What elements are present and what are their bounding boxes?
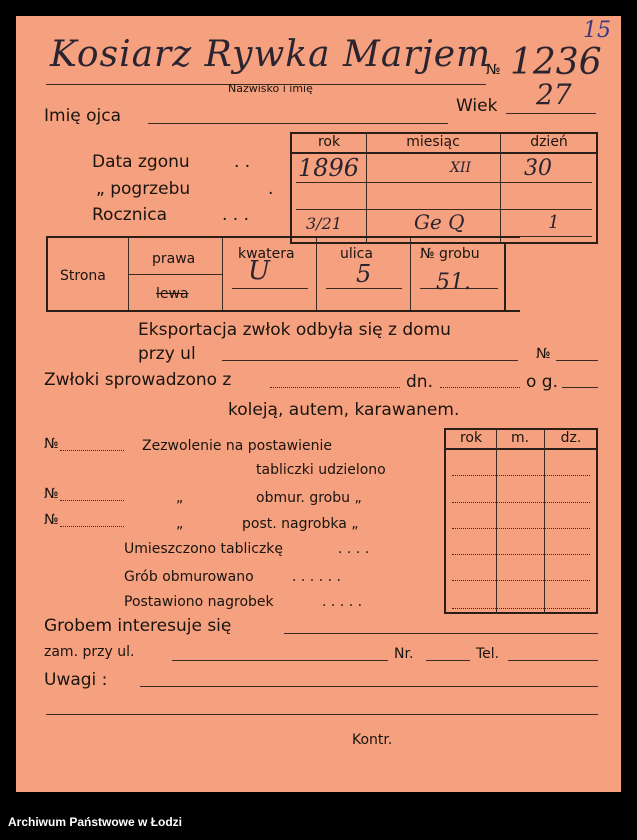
- grob-label: № grobu: [420, 246, 480, 262]
- tombstone-label: Postawiono nagrobek: [124, 594, 274, 610]
- location-divider: [410, 238, 411, 310]
- export-no-line: [556, 360, 598, 361]
- number-prefix: №: [486, 62, 501, 78]
- transport-og-line: [562, 387, 598, 388]
- ulica-line: [326, 288, 402, 289]
- transport-dn-label: dn.: [406, 372, 433, 392]
- ulica-value: 5: [356, 260, 372, 288]
- permit-no-3-line: [60, 526, 124, 527]
- dates-row-line: [296, 182, 592, 183]
- permit-no-3: №: [44, 512, 59, 528]
- export-line: Eksportacja zwłok odbyła się z domu: [138, 320, 451, 340]
- permits-row-line: [452, 528, 590, 529]
- permits-header-rule: [444, 448, 598, 450]
- kwatera-label: kwatera: [238, 246, 295, 262]
- permit-row1-a: Zezwolenie na postawienie: [142, 438, 332, 454]
- age-label: Wiek: [456, 96, 498, 116]
- permit-no-2-line: [60, 500, 124, 501]
- address-line: [172, 660, 388, 661]
- permit-no-1-line: [60, 450, 124, 451]
- record-card: [16, 16, 621, 792]
- address-tel-line: [508, 660, 598, 661]
- permit-no-2: №: [44, 486, 59, 502]
- col-header-day: dzień: [530, 134, 568, 150]
- placed-plaque-label: Umieszczono tabliczkę: [124, 541, 284, 557]
- interested-label: Grobem interesuje się: [44, 616, 232, 636]
- ulica-label: ulica: [340, 246, 373, 262]
- anniversary-month: Ge Q: [414, 210, 465, 234]
- grave-walled-label: Grób obmurowano: [124, 569, 254, 585]
- notes-label: Uwagi :: [44, 670, 108, 690]
- archive-footer: Archiwum Państwowe w Łodzi: [8, 815, 183, 829]
- prawa-label: prawa: [152, 251, 196, 267]
- notes-line: [46, 714, 598, 715]
- grob-value: 51.: [436, 270, 471, 295]
- transport-label: Zwłoki sprowadzono z: [44, 370, 232, 390]
- permits-row-line: [452, 580, 590, 581]
- anniversary-dots: . . .: [222, 205, 250, 225]
- name-handwritten: Kosiarz Rywka Marjem: [50, 34, 492, 75]
- interested-line: [284, 633, 598, 634]
- permits-header-day: dz.: [560, 430, 582, 446]
- lewa-label: lewa: [156, 286, 189, 302]
- permit-no-1: №: [44, 436, 59, 452]
- grave-walled-dots: . . . . . .: [292, 569, 341, 585]
- location-right-edge: [504, 244, 506, 312]
- number-handwritten: 1236: [510, 42, 602, 83]
- father-label: Imię ojca: [44, 106, 122, 126]
- address-nr-label: Nr.: [394, 646, 414, 662]
- transport-og-label: o g.: [526, 372, 558, 392]
- permit-row2-quote: „: [176, 490, 184, 506]
- death-date-label: Data zgonu: [92, 152, 190, 172]
- death-date-dots: . .: [234, 152, 251, 172]
- tombstone-dots: . . . . .: [322, 594, 363, 610]
- permits-row-line: [452, 608, 590, 609]
- permit-row3: post. nagrobka „: [242, 516, 359, 532]
- kontr-label: Kontr.: [352, 732, 393, 748]
- corner-handwritten: 15: [583, 18, 611, 43]
- address-tel-label: Tel.: [476, 646, 500, 662]
- age-line: [506, 113, 596, 114]
- export-street-line: [222, 360, 518, 361]
- placed-plaque-dots: . . . .: [338, 541, 370, 557]
- father-line: [148, 123, 448, 124]
- anniversary-label: Rocznica: [92, 205, 167, 225]
- location-divider: [222, 238, 223, 310]
- death-year: 1896: [298, 154, 360, 182]
- export-street-label: przy ul: [138, 344, 196, 364]
- permits-col-divider: [496, 428, 497, 614]
- death-month: XII: [450, 160, 472, 176]
- age-value: 27: [536, 78, 572, 111]
- col-header-year: rok: [317, 134, 341, 150]
- permit-row1-b: tabliczki udzielono: [256, 462, 386, 478]
- burial-date-dots: .: [268, 179, 274, 199]
- permits-header-month: m.: [510, 430, 530, 446]
- col-header-month: miesiąc: [406, 134, 460, 150]
- strona-label: Strona: [60, 268, 106, 284]
- kwatera-line: [232, 288, 308, 289]
- name-label: Nazwisko i imię: [228, 82, 313, 95]
- permits-row-line: [452, 554, 590, 555]
- permit-row3-quote: „: [176, 516, 184, 532]
- permits-col-divider: [544, 428, 545, 614]
- transport-from-line: [270, 387, 400, 388]
- transport-dn-line: [440, 387, 520, 388]
- anniversary-day: 1: [548, 212, 560, 233]
- permits-row-line: [452, 475, 590, 476]
- kwatera-value: U: [248, 256, 270, 286]
- transport-modes: koleją, autem, karawanem.: [228, 400, 460, 420]
- address-label: zam. przy ul.: [44, 644, 135, 660]
- permits-header-year: rok: [459, 430, 483, 446]
- permits-row-line: [452, 502, 590, 503]
- address-nr-line: [426, 660, 470, 661]
- prawa-lewa-divider: [128, 274, 222, 275]
- permits-table: [444, 428, 598, 614]
- burial-date-label: „ pogrzebu: [96, 179, 191, 199]
- anniversary-year: 3/21: [306, 214, 342, 233]
- location-divider: [316, 238, 317, 310]
- notes-line: [140, 686, 598, 687]
- export-no-label: №: [536, 346, 551, 362]
- permit-row2: obmur. grobu „: [256, 490, 362, 506]
- death-day: 30: [524, 156, 552, 181]
